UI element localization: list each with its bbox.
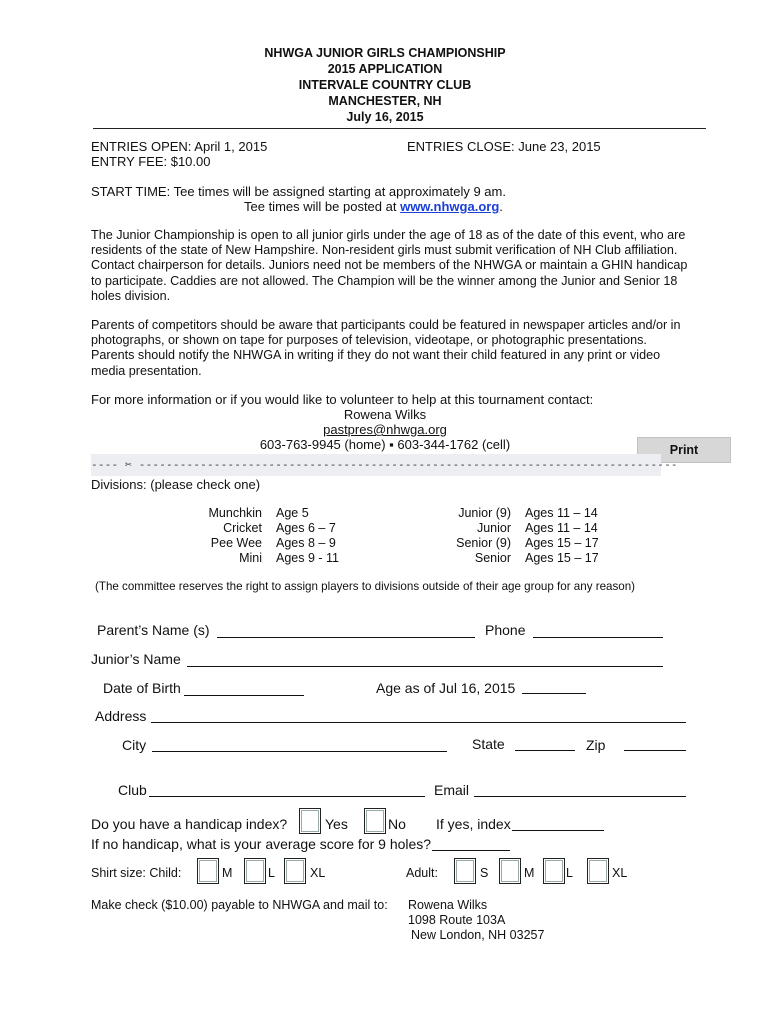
child-l-label: L (268, 866, 275, 880)
division-mini: Mini (239, 551, 262, 565)
junior-name-input[interactable] (187, 649, 663, 667)
address-line (151, 722, 686, 723)
entries-open: ENTRIES OPEN: April 1, 2015 (91, 139, 268, 154)
division-munchkin: Munchkin (208, 506, 262, 520)
email-line (474, 796, 686, 797)
division-senior: Senior (474, 551, 511, 565)
handicap-no-label: No (388, 816, 406, 832)
header-line-5: July 16, 2015 (346, 110, 424, 124)
child-l-checkbox[interactable] (244, 858, 266, 884)
parent-name-line (217, 637, 475, 638)
if-yes-index-label: If yes, index (436, 816, 511, 832)
handicap-no-checkbox[interactable] (364, 808, 386, 834)
division-munchkin-age: Age 5 (276, 506, 309, 520)
media-paragraph: Parents of competitors should be aware that participants could be featured in newspaper articles and/or in photographs, or shown on tape for purposes of television, videotape, or photographic presentations. Parents should notify the NHWGA in writing if they do not want their child featured in any print or video media presentation. (91, 318, 681, 378)
division-left-ages (276, 506, 339, 566)
tee-times-period: . (499, 199, 503, 214)
division-mini-age: Ages 9 - 11 (276, 551, 340, 565)
mail-city: New London, NH 03257 (411, 928, 545, 942)
address-label: Address (95, 708, 147, 724)
contact-intro: For more information or if you would like to volunteer to help at this tournament contact: (91, 392, 594, 407)
phone-input[interactable] (533, 620, 663, 638)
adult-l-checkbox[interactable] (543, 858, 565, 884)
adult-m-checkbox[interactable] (499, 858, 521, 884)
age-line (522, 693, 586, 694)
child-m-checkbox[interactable] (197, 858, 219, 884)
adult-m-label: M (524, 866, 535, 880)
contact-name: Rowena Wilks (343, 407, 427, 422)
age-label: Age as of Jul 16, 2015 (376, 680, 516, 696)
child-xl-checkbox[interactable] (284, 858, 306, 884)
division-pee-wee: Pee Wee (210, 536, 262, 550)
zip-line (624, 750, 686, 751)
tee-times-posted (244, 199, 503, 214)
handicap-index-line (512, 830, 604, 831)
entry-fee: ENTRY FEE: $10.00 (91, 154, 211, 169)
shirt-size-child-label: Shirt size: Child: (91, 866, 182, 880)
adult-xl-label: XL (612, 866, 628, 880)
phone-line (533, 637, 663, 638)
zip-input[interactable] (624, 733, 686, 751)
adult-xl-checkbox[interactable] (587, 858, 609, 884)
header-line-4: MANCHESTER, NH (328, 94, 442, 108)
division-junior-9: Junior (9) (458, 506, 511, 520)
shirt-size-adult-label: Adult: (406, 866, 438, 880)
zip-label: Zip (586, 737, 606, 753)
divisions-note: (The committee reserves the right to assign players to divisions outside of their age group for any reason) (95, 580, 636, 593)
city-label: City (122, 737, 147, 753)
division-cricket: Cricket (223, 521, 262, 535)
parent-name-input[interactable] (217, 620, 475, 638)
state-line (515, 750, 575, 751)
junior-name-line (187, 666, 663, 667)
parent-name-label: Parent’s Name (s) (97, 622, 210, 638)
eligibility-paragraph: The Junior Championship is open to all junior girls under the age of 18 as of the date of this event, who are residents of the state of New Hampshire. Non-resident girls must submit verification of NH Club affiliation. Contact chairperson for details. Juniors need not be members of the NHWGA or maintain a GHIN handicap to participate. Caddies are not allowed. The Champion will be the winner among the Junior and Senior 18 holes division. (91, 228, 688, 303)
division-left-names (170, 506, 262, 566)
tee-times-text: Tee times will be posted at (244, 199, 401, 214)
junior-name-label: Junior’s Name (91, 651, 181, 667)
division-right-ages (525, 506, 599, 566)
division-senior-9: Senior (9) (456, 536, 511, 550)
handicap-yes-label: Yes (325, 816, 348, 832)
handicap-yes-checkbox[interactable] (299, 808, 321, 834)
mail-name: Rowena Wilks (408, 898, 488, 912)
city-line (152, 751, 447, 752)
adult-s-label: S (480, 866, 489, 880)
nhwga-website-link[interactable]: www.nhwga.org (400, 199, 500, 214)
club-line (149, 796, 425, 797)
header-line-1: NHWGA JUNIOR GIRLS CHAMPIONSHIP (264, 46, 506, 60)
division-senior-age: Ages 15 – 17 (525, 551, 599, 565)
divisions-label: Divisions: (please check one) (91, 477, 261, 492)
dob-line (184, 695, 304, 696)
entries-close: ENTRIES CLOSE: June 23, 2015 (407, 139, 601, 154)
mail-street: 1098 Route 103A (408, 913, 506, 927)
contact-phones: 603-763-9945 (home) ▪ 603-344-1762 (cell) (259, 437, 511, 452)
contact-email-row (0, 422, 770, 437)
start-time: START TIME: Tee times will be assigned starting at approximately 9 am. (91, 184, 506, 199)
adult-l-label: L (566, 866, 573, 880)
header-divider (93, 128, 706, 129)
state-label: State (472, 736, 505, 752)
child-m-label: M (222, 866, 233, 880)
division-cricket-age: Ages 6 – 7 (276, 521, 336, 535)
division-pee-wee-age: Ages 8 – 9 (276, 536, 336, 550)
state-input[interactable] (515, 733, 575, 751)
division-senior-9-age: Ages 15 – 17 (525, 536, 599, 550)
mail-instructions: Make check ($10.00) payable to NHWGA and mail to: (91, 898, 388, 912)
header-line-2: 2015 APPLICATION (327, 62, 443, 76)
phone-label: Phone (485, 622, 526, 638)
cut-line: ---- ✂ ------------------------------------------------------------------------------- (91, 458, 678, 471)
contact-email-link[interactable]: pastpres@nhwga.org (323, 422, 447, 437)
handicap-question: Do you have a handicap index? (91, 816, 288, 832)
division-junior-age: Ages 11 – 14 (525, 521, 598, 535)
average-score-line (432, 850, 510, 851)
print-button[interactable]: Print (637, 437, 731, 463)
email-label: Email (434, 782, 470, 798)
dob-label: Date of Birth (103, 680, 181, 696)
child-xl-label: XL (310, 866, 326, 880)
division-right-names (420, 506, 511, 566)
division-junior: Junior (476, 521, 511, 535)
division-junior-9-age: Ages 11 – 14 (525, 506, 598, 520)
club-label: Club (118, 782, 147, 798)
header-line-3: INTERVALE COUNTRY CLUB (298, 78, 472, 92)
no-handicap-question: If no handicap, what is your average score for 9 holes? (91, 836, 432, 852)
adult-s-checkbox[interactable] (454, 858, 476, 884)
dob-input[interactable] (184, 678, 304, 696)
